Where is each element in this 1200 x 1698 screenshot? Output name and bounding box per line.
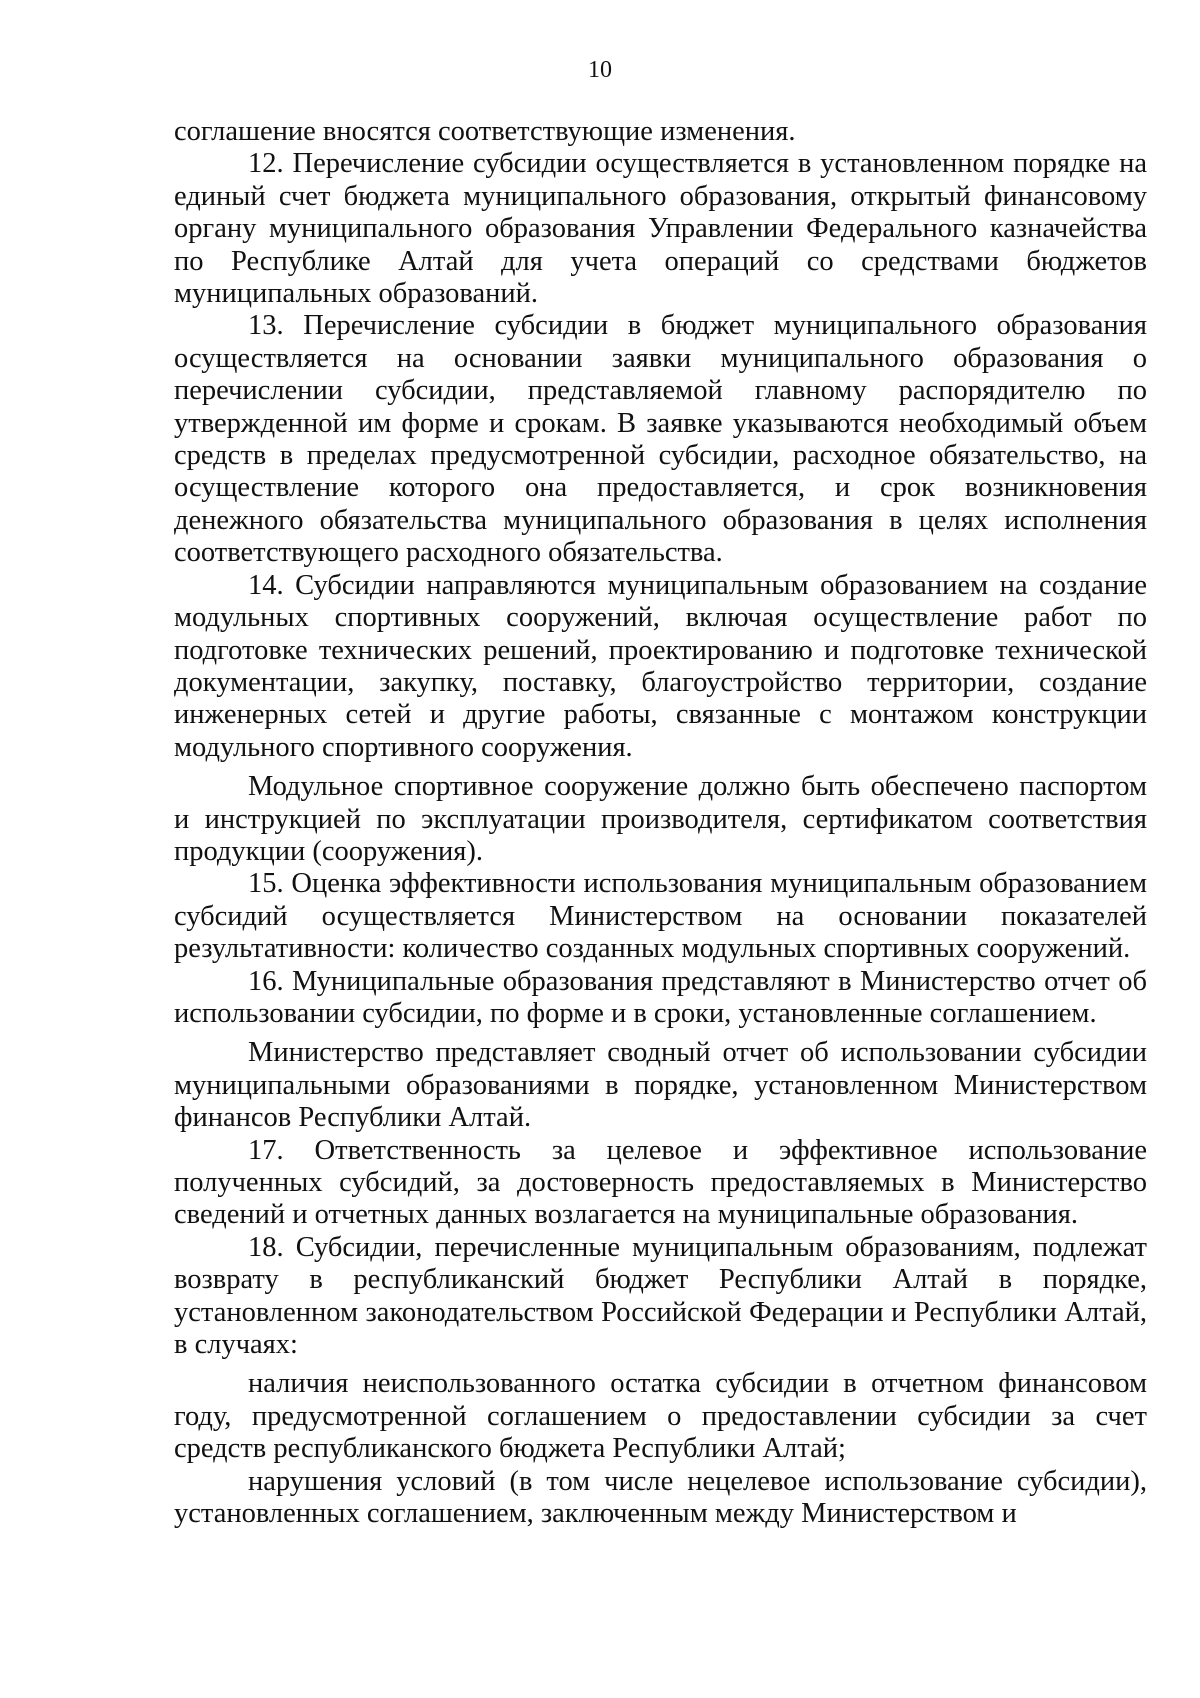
paragraph-continuation: соглашение вносятся соответствующие изменения. <box>174 116 796 147</box>
paragraph-item-15: 15. Оценка эффективности использования муниципальным образованием субсидий осуществляется Министерством на основании показателей результативности: количество созданных модульных спортивных сооружений. <box>174 868 1147 965</box>
paragraph-modular-facility: Модульное спортивное сооружение должно быть обеспечено паспортом и инструкцией по эксплуатации производителя, сертификатом соответствия продукции (сооружения). <box>174 771 1147 867</box>
paragraph-item-18: 18. Субсидии, перечисленные муниципальным образованиям, подлежат возврату в республиканский бюджет Республики Алтай в порядке, установленном законодательством Российской Федерации и Республики Алтай, в случаях: <box>174 1231 1147 1361</box>
paragraph-item-13: 13. Перечисление субсидии в бюджет муниципального образования осуществляется на основании заявки муниципального образования о перечислении субсидии, представляемой главному распорядителю по утвержденной им форме и срокам. В заявке указываются необходимый объем средств в пределах предусмотренной субсидии, расходное обязательство, на осуществление которого она предоставляется, и срок возникновения денежного обязательства муниципального образования в целях исполнения соответствующего расходного обязательства. <box>174 310 1147 569</box>
paragraph-case-unused-balance: наличия неиспользованного остатка субсидии в отчетном финансовом году, предусмотренной соглашением о предоставлении субсидии за счет средств республиканского бюджета Республики Алтай; <box>174 1368 1147 1465</box>
paragraph-ministry-report: Министерство представляет сводный отчет об использовании субсидии муниципальными образованиями в порядке, установленном Министерством финансов Республики Алтай. <box>174 1037 1147 1134</box>
document-body <box>174 116 1147 1530</box>
paragraph-item-17: 17. Ответственность за целевое и эффективное использование полученных субсидий, за достоверность предоставляемых в Министерство сведений и отчетных данных возлагается на муниципальные образования. <box>174 1134 1147 1231</box>
page-number: 10 <box>588 57 612 83</box>
paragraph-item-16: 16. Муниципальные образования представляют в Министерство отчет об использовании субсидии, по форме и в сроки, установленные соглашением. <box>174 965 1147 1029</box>
paragraph-item-12: 12. Перечисление субсидии осуществляется в установленном порядке на единый счет бюджета муниципального образования, открытый финансовому органу муниципального образования Управлении Федерального казначейства по Республике Алтай для учета операций со средствами бюджетов муниципальных образований. <box>174 148 1147 310</box>
paragraph-item-14: 14. Субсидии направляются муниципальным образованием на создание модульных спортивных сооружений, включая осуществление работ по подготовке технических решений, проектированию и подготовке технической документации, закупку, поставку, благоустройство территории, создание инженерных сетей и другие работы, связанные с монтажом конструкции модульного спортивного сооружения. <box>174 569 1147 763</box>
paragraph-case-violation: нарушения условий (в том числе нецелевое использование субсидии), установленных соглашением, заключенным между Министерством и <box>174 1465 1147 1530</box>
